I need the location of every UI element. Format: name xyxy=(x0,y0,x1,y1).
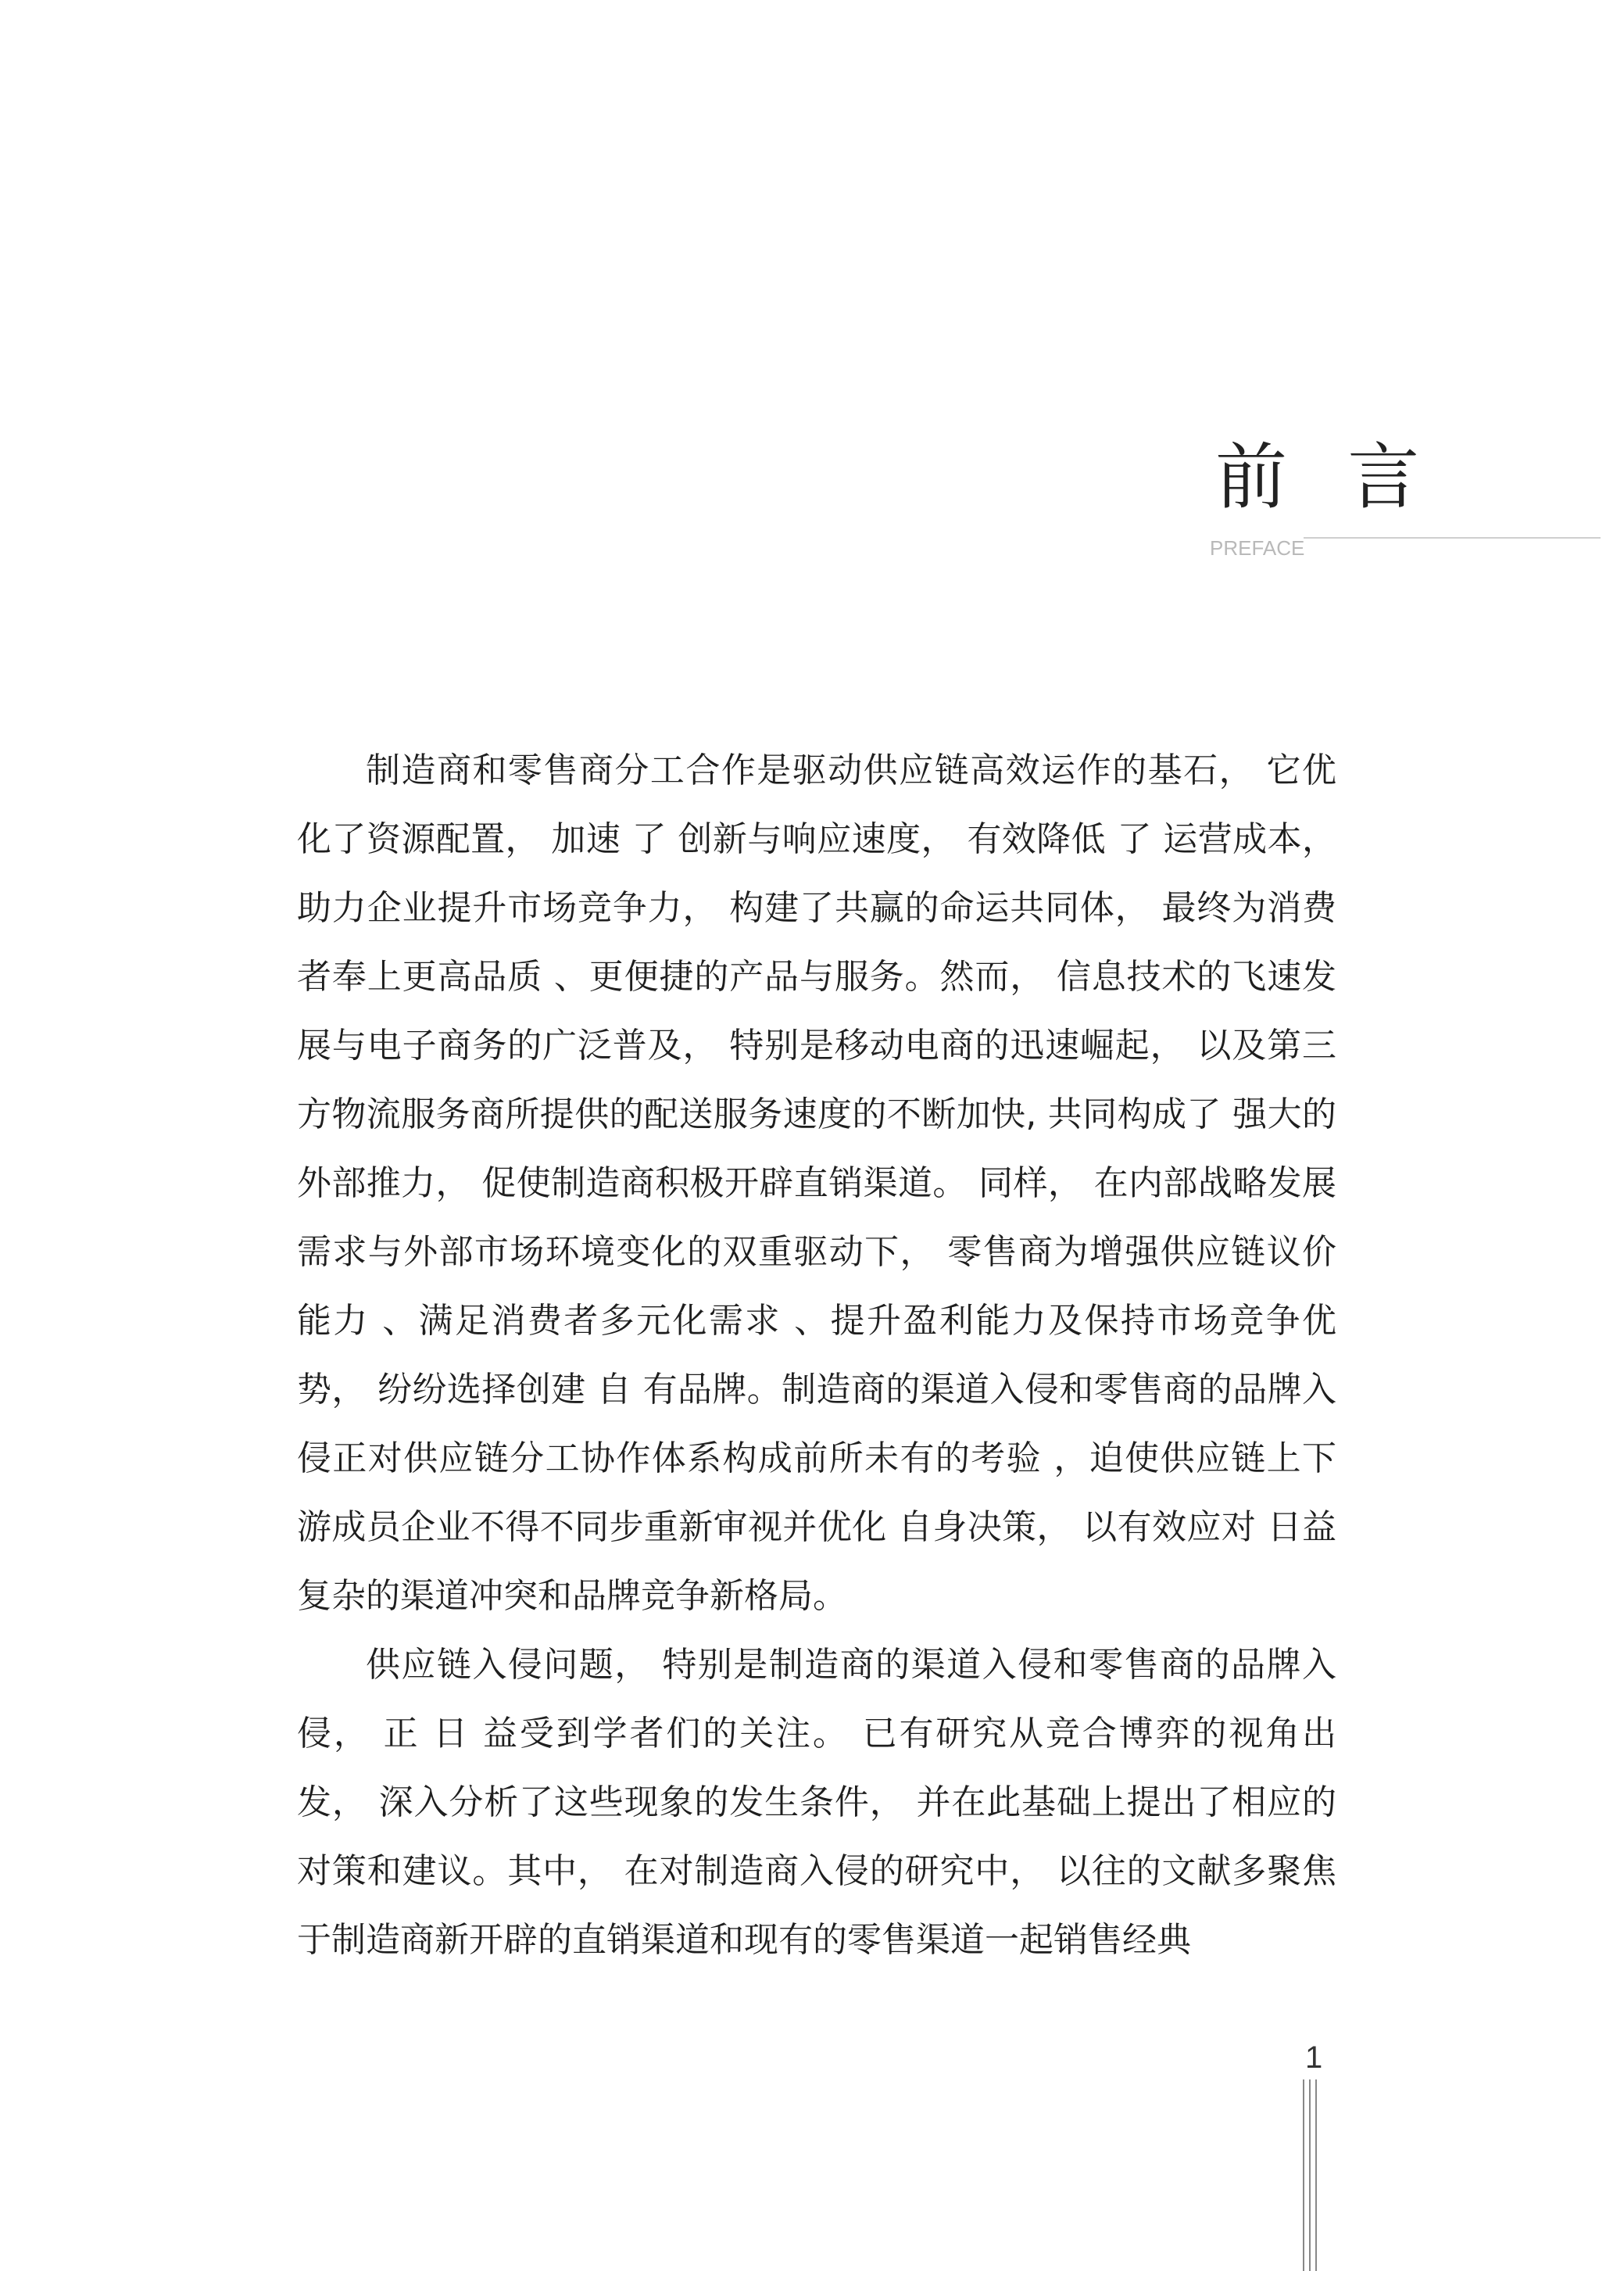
page-edge-line xyxy=(1309,2079,1311,2271)
title-divider xyxy=(1304,537,1601,539)
page-subtitle: PREFACE xyxy=(1210,536,1305,560)
page-title: 前 言 xyxy=(1215,435,1439,519)
paragraph-1: 制造商和零售商分工合作是驱动供应链高效运作的基石， 它优化了资源配置， 加速 了 创新与响应速度， 有效降低 了 运营成本， 助力企业提升市场竞争力， 构建了共赢的命运共同体， 最终为消费者奉上更高品质 、更便捷的产品与服务。然而， 信息技术的飞速发展与电子商务的广泛普及， 特别是移动电商的迅速崛起， 以及第三方物流服务商所提供的配送服务速度的不断加快, 共同构成了 强大的外部推力， 促使制造商积极开辟直销渠道。 同样， 在内部战略发展需求与外部市场环境变化的双重驱动下， 零售商为增强供应链议价能力 、满足消费者多元化需求 、提升盈利能力及保持市场竞争优势， 纷纷选择创建 自 有品牌。制造商的渠道入侵和零售商的品牌入侵正对供应链分工协作体系构成前所未有的考验 ，迫使供应链上下游成员企业不得不同步重新审视并优化 自身决策， 以有效应对 日益复杂的渠道冲突和品牌竞争新格局。 xyxy=(297,750,1336,1616)
page-number: 1 xyxy=(1305,2040,1323,2075)
page-edge-line xyxy=(1303,2079,1304,2271)
page-edge-line xyxy=(1315,2079,1317,2271)
paragraph-2: 供应链入侵问题， 特别是制造商的渠道入侵和零售商的品牌入侵， 正 日 益受到学者们的关注。 已有研究从竞合博弈的视角出发， 深入分析了这些现象的发生条件， 并在此基础上提出了相应的对策和建议。其中， 在对制造商入侵的研究中， 以往的文献多聚焦于制造商新开辟的直销渠道和现有的零售渠道一起销售经典 xyxy=(297,1645,1336,1960)
body-text xyxy=(297,736,1336,1975)
